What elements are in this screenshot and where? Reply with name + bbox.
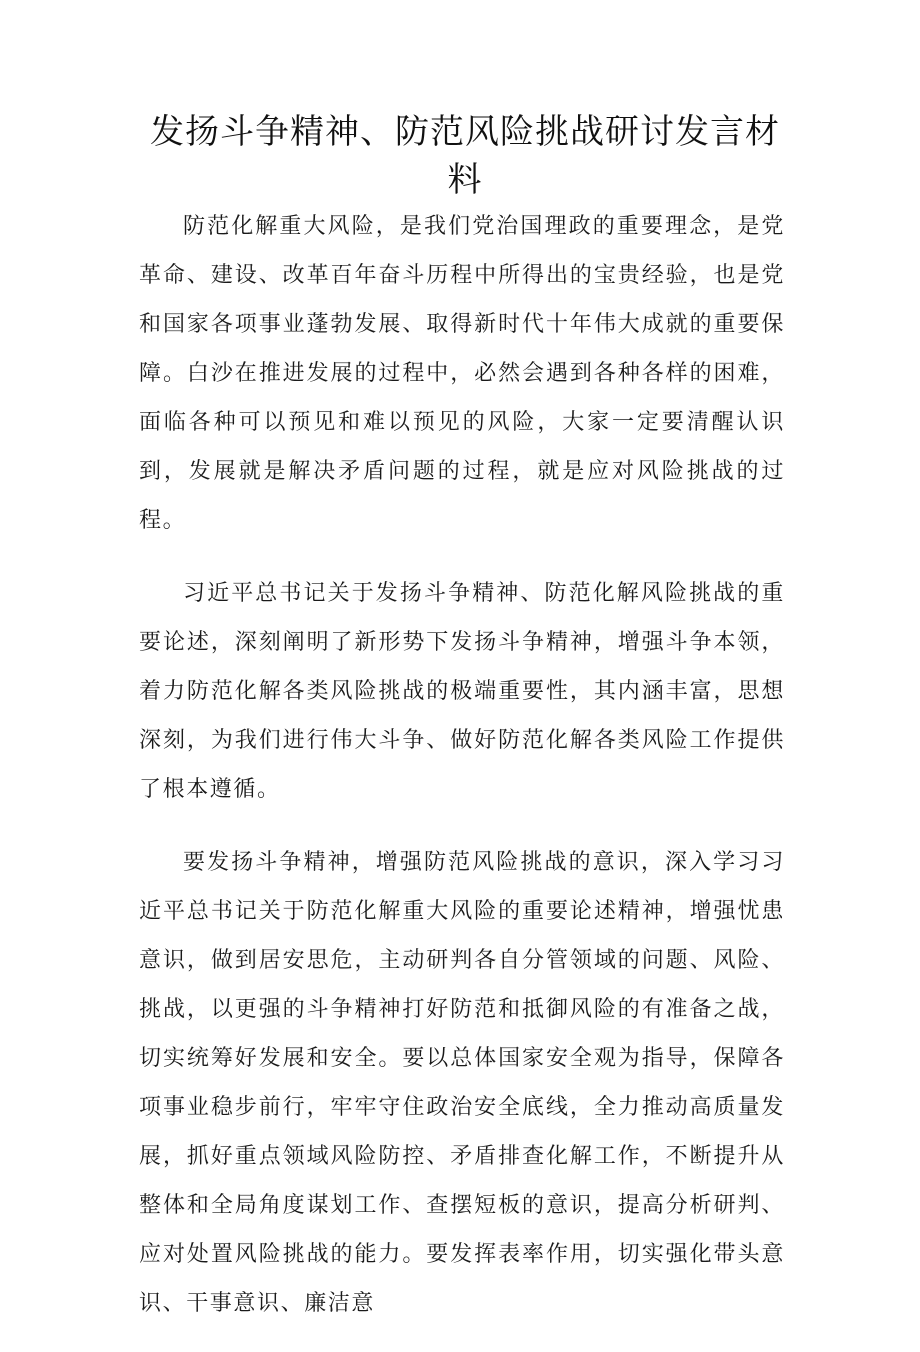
paragraph-2: 习近平总书记关于发扬斗争精神、防范化解风险挑战的重要论述，深刻阐明了新形势下发扬斗争精神，增强斗争本领，着力防范化解各类风险挑战的极端重要性，其内涵丰富，思想深刻，为我们进行伟大斗争、做好防范化解各类风险工作提供了根本遵循。 — [139, 581, 785, 802]
paragraph-1: 防范化解重大风险，是我们党治国理政的重要理念，是党革命、建设、改革百年奋斗历程中所得出的宝贵经验，也是党和国家各项事业蓬勃发展、取得新时代十年伟大成就的重要保障。白沙在推进发展的过程中，必然会遇到各种各样的困难，面临各种可以预见和难以预见的风险，大家一定要清醒认识到，发展就是解决矛盾问题的过程，就是应对风险挑战的过程。 — [139, 214, 785, 533]
document-body — [139, 202, 785, 1352]
document-title: 发扬斗争精神、防范风险挑战研讨发言材料 — [150, 112, 780, 200]
paragraph-3: 要发扬斗争精神，增强防范风险挑战的意识，深入学习习近平总书记关于防范化解重大风险的重要论述精神，增强忧患意识，做到居安思危，主动研判各自分管领域的问题、风险、挑战，以更强的斗争精神打好防范和抵御风险的有准备之战，切实统筹好发展和安全。要以总体国家安全观为指导，保障各项事业稳步前行，牢牢守住政治安全底线，全力推动高质量发展，抓好重点领域风险防控、矛盾排查化解工作，不断提升从整体和全局角度谋划工作、查摆短板的意识，提高分析研判、应对处置风险挑战的能力。要发挥表率作用，切实强化带头意识、干事意识、廉洁意 — [139, 850, 785, 1316]
